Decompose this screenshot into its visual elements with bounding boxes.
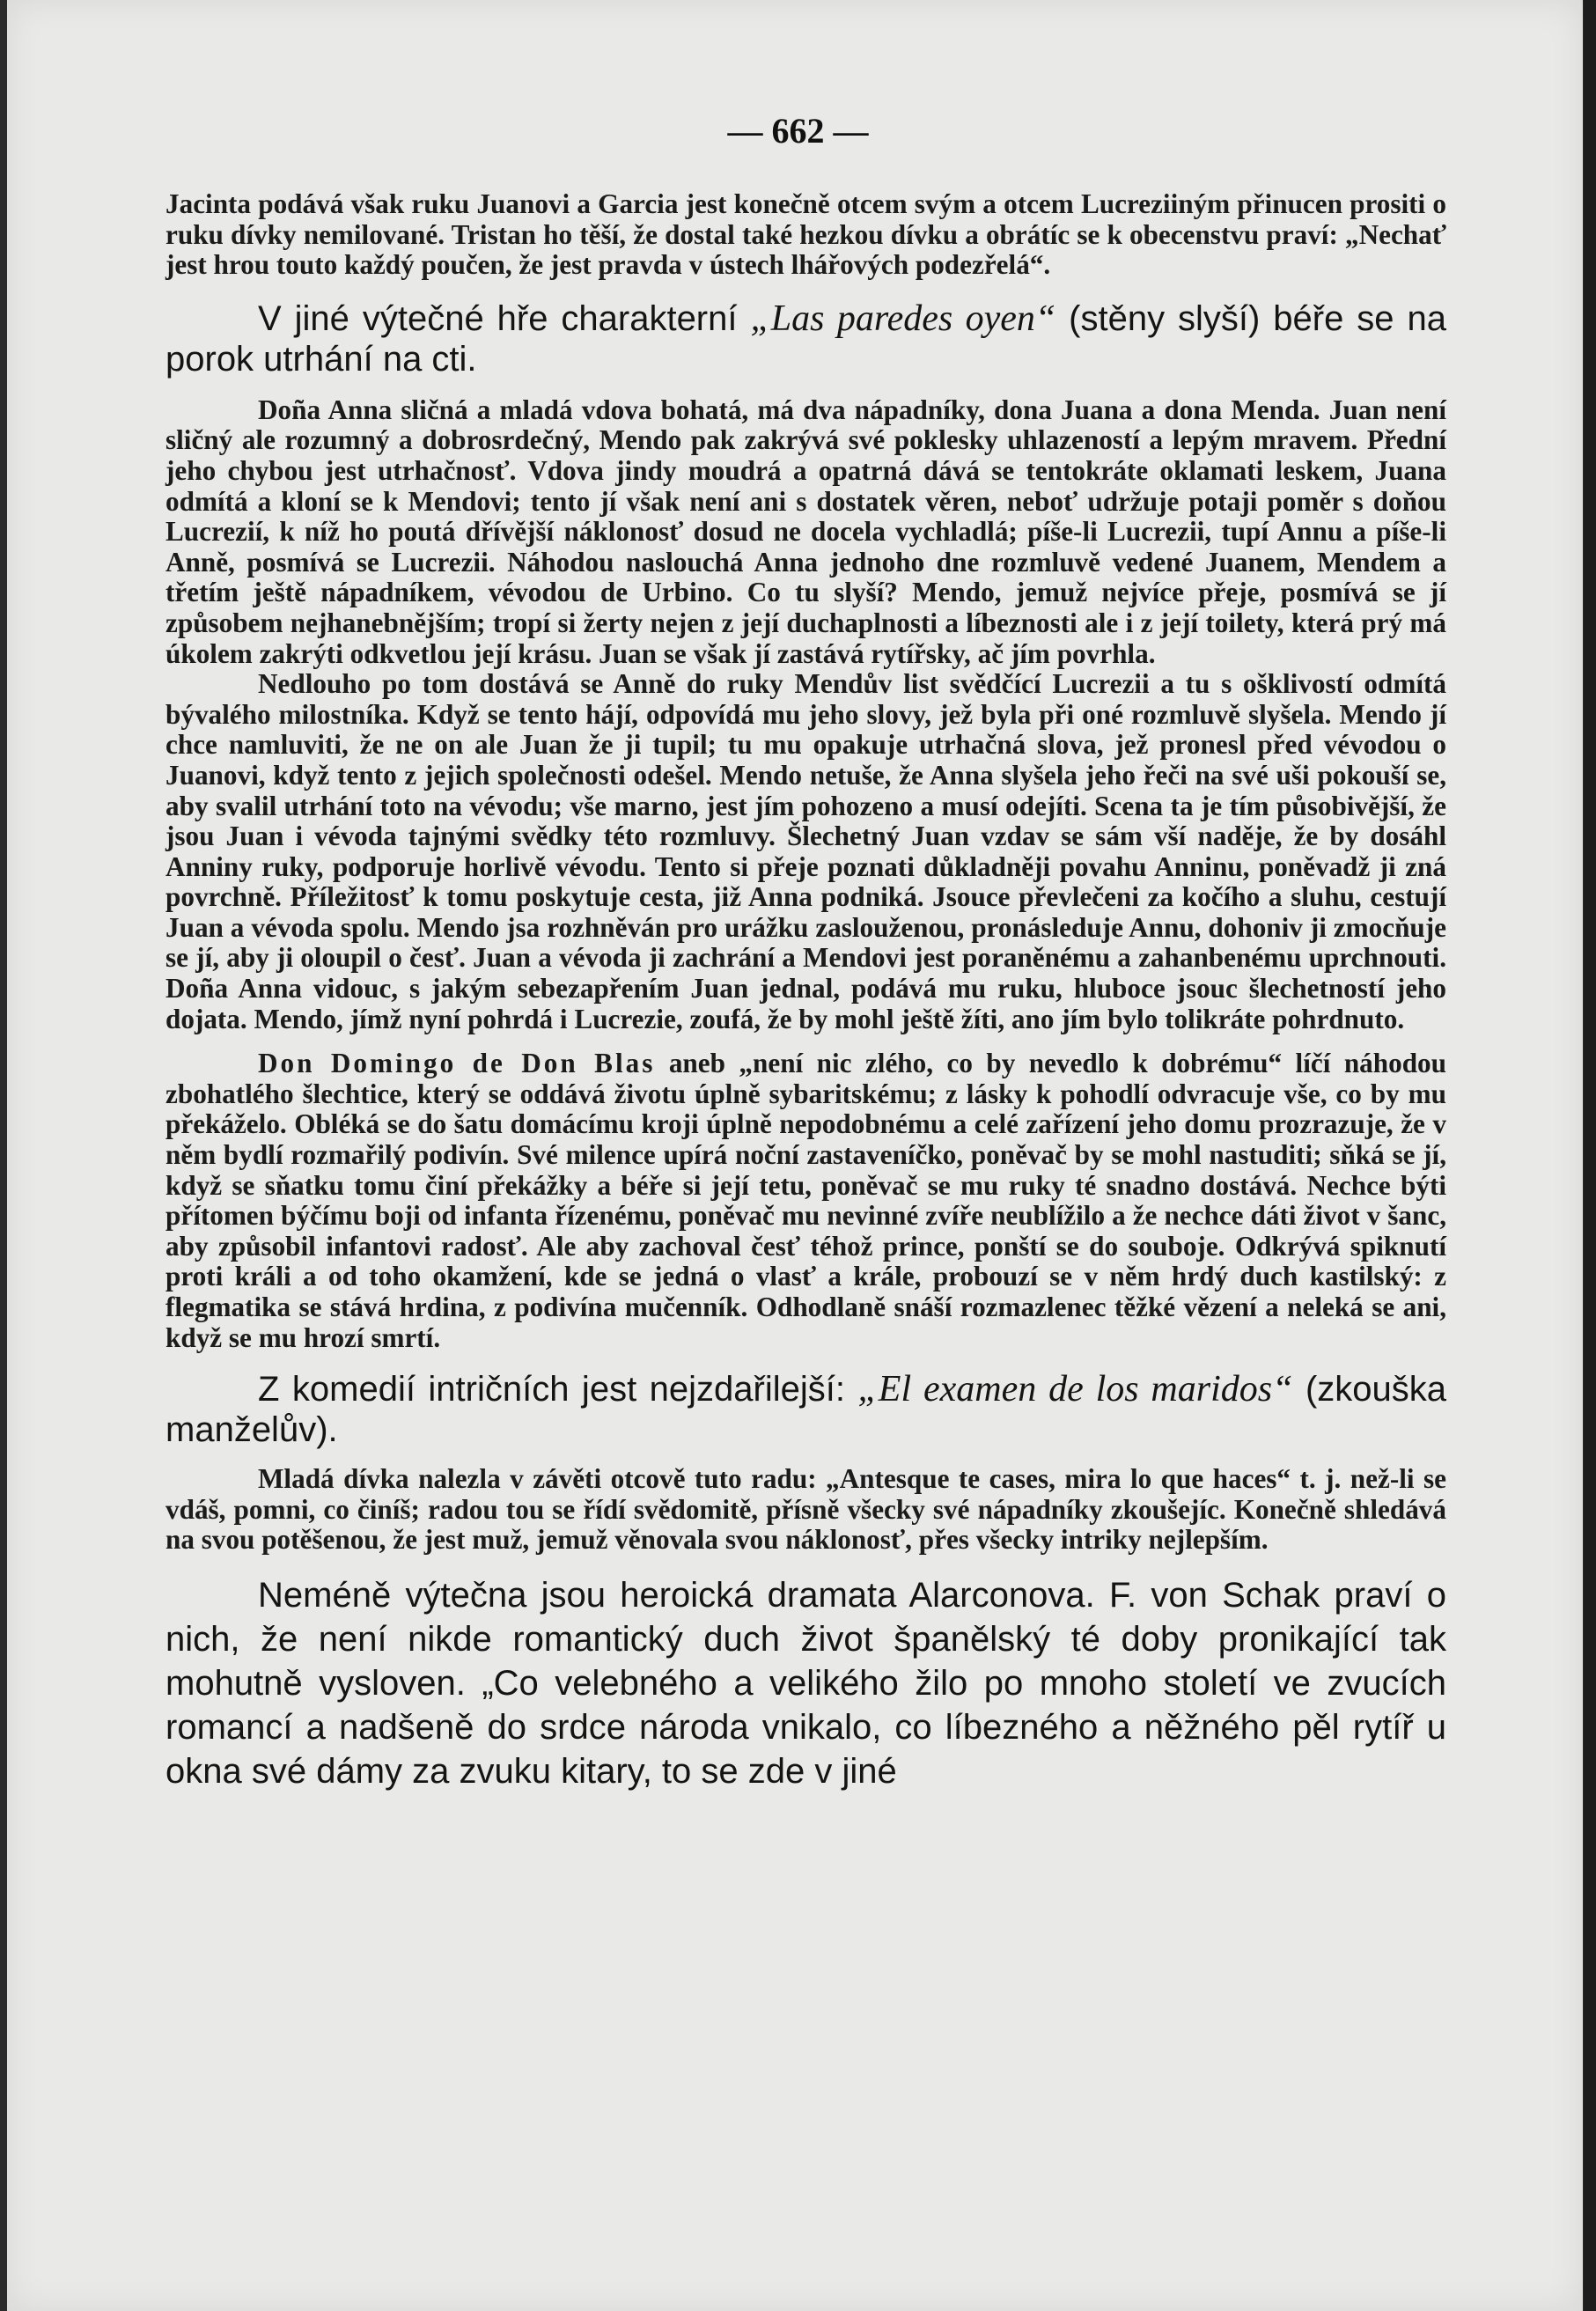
paragraph-4-text: aneb „není nic zlého, co by nevedlo k dobrému“ líčí náhodou zbohatlého šlechtice, který se oddává životu úplně sybaritskému; z lásky k pohodlí odvracuje vše, co by mu překáželo. Obléká se do šatu domácímu kroji úplně nepodobnému a celé zařízení jeho domu prozrazuje, že v něm bydlí rozmařilý podivín. Své milence upírá noční zastaveníčko, poněvač by se mohl nastuditi; sňká se jí, když se sňatku tomu činí překážky a béře si její tetu, poněvač se mu ruky té snadno dostává. Nechce býti přítomen býčímu boji od infanta řízenému, poněvač mu nevinné zvíře neublížilo a že nechce dáti život v šanc, aby způsobil infantovi radosť. Ale aby zachoval česť téhož prince, ponští se do souboje. Odkrývá spiknutí proti králi a od toho okamžení, kde se jedná o vlasť a krále, probouzí se v něm hrdý duch kastilský: z flegmatika se stává hrdina, z podivína mučenník. Odhodlaně snáší rozmazleneс těžké vězení a neleká se ani, když se mu hrozí smrtí. (165, 1048, 1446, 1353)
paragraph-1: Jacinta podává však ruku Juanovi a Garcia jest konečně otcem svým a otcem Lucreziiným přinucen prositi o ruku dívky nemilované. Tristan ho těší, že dostal také hezkou dívku a obrátíc se k obecenstvu praví: „Nechať jest hrou touto každý poučen, že jest pravda v ústech lhářových podezřelá“. (165, 188, 1446, 281)
work-title-el-examen: „El examen de los maridos“ (857, 1369, 1293, 1410)
heading-las-paredes (165, 298, 1446, 379)
heading-1-text-b: (stěny slyší) béře se na porok utrhání na cti. (165, 298, 1446, 379)
work-title-las-paredes: „Las paredes oyen“ (750, 298, 1056, 339)
paragraph-2: Doña Anna sličná a mladá vdova bohatá, má dva nápadníky, dona Juana a dona Menda. Juan není sličný ale rozumný a dobrosrdečný, Mendo pak zakrývá své poklesky uhlazeností a lepým mravem. Přední jeho chybou jest utrhačnosť. Vdova jindy moudrá a opatrná dává se tentokráte oklamati leskem, Juana odmítá a kloní se k Mendovi; tento jí však není ani s dostatek věren, neboť udržuje potaji poměr s doňou Lucrezií, k níž ho poutá dřívější náklonosť dosud ne docela vychladlá; píše-li Lucrezii, tupí Annu a píše-li Anně, posmívá se Lucrezii. Náhodou naslouchá Anna jednoho dne rozmluvě vedené Juanem, Mendem a třetím ještě nápadníkem, vévodou de Urbino. Co tu slyší? Mendo, jemuž nejvíce přeje, posmívá se jí způsobem nejhanebnějším; tropí si žerty nejen z její duchaplnosti a líbeznosti ale i z její toilety, která prý má úkolem zakrýti odkvetlou její krásu. Juan se však jí zastává rytířsky, ač jím povrhla. (165, 394, 1446, 669)
paragraph-4 (165, 1049, 1446, 1353)
paragraph-5: Mladá dívka nalezla v závěti otcově tuto radu: „Antesque te cases, mira lo que haces“ t. j. než-li se vdáš, pomni, co činíš; radou tou se řídí svědomitě, přísně všecky své nápadníky zkoušejíc. Konečně shledává na svou potěšenou, že jest muž, jemuž věnovala svou náklonosť, přes všecky intriky nejlepším. (165, 1463, 1446, 1556)
heading-2-text-a: Z komedií intričních jest nejzdařilejší: (258, 1370, 858, 1409)
scan-edge (1584, 0, 1596, 2311)
text-column (165, 189, 1446, 1793)
heading-el-examen (165, 1369, 1446, 1450)
work-title-don-domingo: Don Domingo de Don Blas (258, 1048, 656, 1079)
paragraph-3: Nedlouho po tom dostává se Anně do ruky Mendův list svědčící Lucrezii a tu s ošklivostí odmítá bývalého milostníka. Když se tento hájí, odpovídá mu jeho slovy, jež byla při oné rozmluvě slyšela. Mendo jí chce namluviti, že ne on ale Juan že ji tupil; tu mu opakuje utrhačná slova, jež pronesl před vévodou o Juanovi, když tento z jejich společnosti odešel. Mendo netuše, že Anna slyšela jeho řeči na své uši pokouší se, aby svalil utrhání toto na vévodu; vše marno, jest jím pohozeno a musí odejíti. Scena ta je tím působivější, že jsou Juan i vévoda tajnými svědky této rozmluvy. Šlechetný Juan vzdav se sám vší naděje, že by dosáhl Anniny ruky, podporuje horlivě vévodu. Tento si přeje poznati důkladněji povahu Anninu, poněvadž ji zná povrchně. Příležitosť k tomu poskytuje cesta, již Anna podniká. Jsouce převlečeni za kočího a sluhu, cestují Juan a vévoda spolu. Mendo jsa rozhněván pro urážku zaslouženou, pronásleduje Annu, dohoniv ji zmocňuje se jí, aby ji oloupil o česť. Juan a vévoda ji zachrání a Mendovi jest poraněnému a zahanbenému uprchnouti. Doña Anna vidouc, s jakým sebezapřením Juan jednal, podává mu ruku, hluboce jsouc šlechetností jeho dojata. Mendo, jímž nyní pohrdá i Lucrezie, zoufá, že by mohl ještě žíti, ano jím bylo tolikráte pohrdnuto. (165, 668, 1446, 1034)
heading-1-text-a: V jiné výtečné hře charakterní (258, 298, 751, 338)
heading-2-text-b: (zkouška manželův). (165, 1370, 1447, 1450)
page-number: — 662 — (727, 111, 869, 151)
paragraph-6: Neméně výtečna jsou heroická dramata Alarconova. F. von Schak praví o nich, že není nikde romantický duch život španělský té doby pronikající tak mohutně vysloven. „Co velebného a velikého žilo po mnoho století ve zvucích romancí a nadšeně do srdce národa vnikalo, co líbezného a něžného pěl rytíř u okna své dámy za zvuku kitary, to se zde v jiné (165, 1575, 1446, 1791)
